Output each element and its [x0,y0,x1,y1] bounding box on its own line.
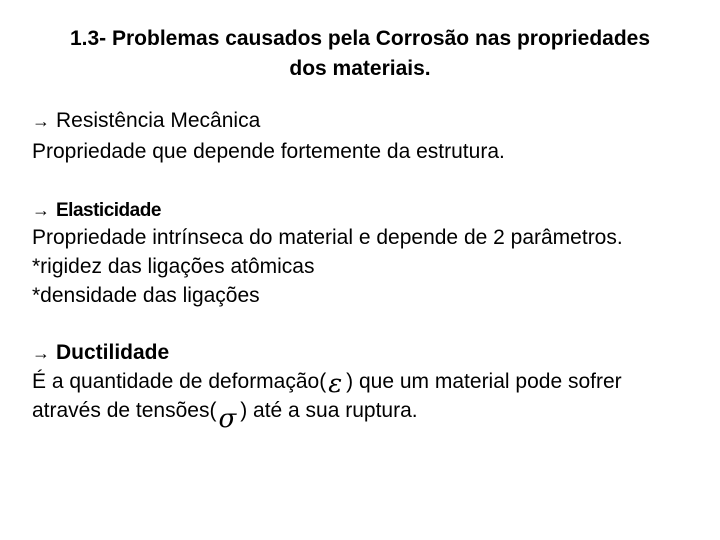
arrow-bullet-icon: → [32,343,50,363]
heading-elasticidade [32,197,161,224]
arrow-bullet-icon: → [32,111,50,131]
heading-resistencia [32,108,260,134]
elasticidade-text-3: *densidade das ligações [32,284,260,307]
heading-ductilidade-label: Ductilidade [56,341,170,364]
ductilidade-text-2 [32,397,418,434]
title-line-1: 1.3- Problemas causados pela Corrosão nas propriedades [69,27,651,50]
ductilidade-text-2a: através de tensões( [32,399,217,422]
elasticidade-text-2: *rigidez das ligações atômicas [32,255,315,278]
resistencia-text: Propriedade que depende fortemente da estrutura. [32,140,505,163]
title-line-2: dos materiais. [289,57,431,80]
heading-ductilidade [32,340,169,366]
page-title [20,24,700,84]
elasticidade-text-1: Propriedade intrínseca do material e depende de 2 parâmetros. [32,226,623,249]
ductilidade-text-1b: ) que um material pode sofrer [346,370,622,393]
arrow-bullet-icon: → [32,200,50,220]
epsilon-symbol: ε [328,369,343,399]
ductilidade-text-1a: É a quantidade de deformação( [32,370,327,393]
heading-elasticidade-label: Elasticidade [56,200,161,221]
heading-resistencia-label: Resistência Mecânica [56,109,261,132]
sigma-symbol: σ [218,404,237,434]
ductilidade-text-1 [32,368,622,399]
ductilidade-text-2b: ) até a sua ruptura. [240,399,418,422]
